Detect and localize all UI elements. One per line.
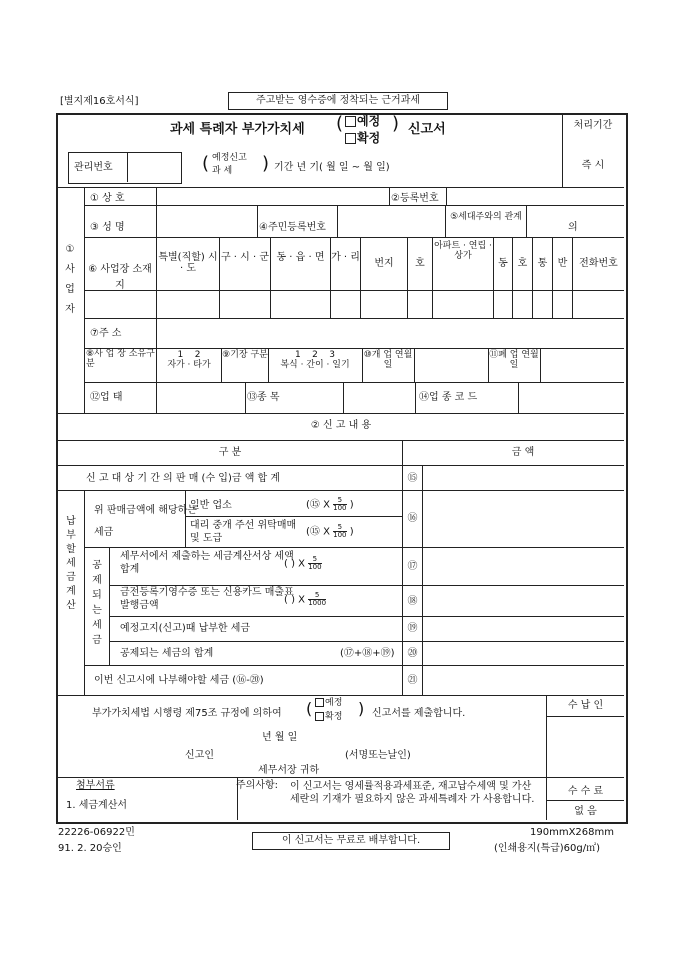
addr-col-dong: 동 <box>498 258 508 269</box>
addressee: 세무서장 귀하 <box>258 765 320 776</box>
period-text: 기간 년 기( 월 일 ~ 월 일) <box>274 162 390 173</box>
reg-number-label: ②등록번호 <box>391 193 439 204</box>
ded3-num: ⑲ <box>407 623 418 634</box>
header-note: 주고받는 영수증에 정착되는 근거과세 <box>255 95 421 106</box>
addr-col-unit: 호 <box>517 258 528 269</box>
paren-close: ) <box>392 113 400 134</box>
deduct-side-label: 공 제 되 는 세 금 <box>92 560 102 646</box>
decl-paren-open: ( <box>306 699 313 718</box>
final-amount[interactable] <box>424 668 620 692</box>
sales-total-label: 신 고 대 상 기 간 의 판 매 (수 입)금 액 합 계 <box>86 473 281 484</box>
biz-item-field[interactable] <box>345 385 413 411</box>
title-option-1[interactable]: 예정 <box>345 115 380 128</box>
relation-suffix: 의 <box>568 222 578 233</box>
tax-amount[interactable] <box>424 493 620 545</box>
relation-label: ⑤세대주와의 관계 <box>450 212 522 222</box>
declaration-post: 신고서를 제출합니다. <box>372 708 466 719</box>
final-num: ㉑ <box>407 675 418 686</box>
col-category: 구 분 <box>218 447 242 458</box>
close-date-field[interactable] <box>542 351 620 379</box>
footer-size: 190mmX268mm <box>530 827 614 838</box>
ded2-amount[interactable] <box>424 588 620 614</box>
sales-total-num: ⑮ <box>407 473 418 484</box>
sales-total-amount[interactable] <box>424 468 620 488</box>
period-paren-open: ( <box>202 153 210 174</box>
header-note-box <box>228 92 448 110</box>
ded2-formula: ( ) X $\frac{5}{1000}$ <box>284 591 327 607</box>
footer-free-box <box>252 832 450 850</box>
ownership-label: ⑧사 업 장 소유구분 <box>86 349 155 369</box>
biz-item-label: ⑬종 목 <box>247 392 280 403</box>
biz-type-label: ⑫업 태 <box>90 392 123 403</box>
report-section-title: ② 신 고 내 용 <box>310 420 372 431</box>
pay-side-label: 납 부 할 세 금 계 산 <box>66 516 76 611</box>
col-amount: 금 액 <box>511 447 535 458</box>
tax-a-formula: (⑮ X $\frac{5}{100}$ ) <box>306 496 354 512</box>
ded4-formula: (⑰+⑱+⑲) <box>340 648 395 659</box>
ded1-label: 세무서에서 제출하는 세금계산서상 세액합계 <box>120 551 294 575</box>
tax-b-label: 대리 중개 주선 위탁매매 및 도급 <box>190 520 297 544</box>
attach-title: 첨부서류 <box>76 780 115 791</box>
form-title: 과세 특례자 부가가치세 <box>170 122 305 137</box>
ded1-formula: ( ) X $\frac{5}{100}$ <box>284 555 322 571</box>
rrn-label: ④주민등록번호 <box>259 222 326 233</box>
bookkeeping-options[interactable]: 1 2 3 복식 · 간이 · 일기 <box>280 350 350 370</box>
ded1-num: ⑰ <box>407 561 418 572</box>
business-side-label: ① 사 업 자 <box>65 244 75 315</box>
tax-a-label: 일반 업소 <box>190 500 232 511</box>
ded3-label: 예정고지(신고)때 납부한 세금 <box>120 623 251 634</box>
ded2-num: ⑱ <box>407 596 418 607</box>
home-address-field[interactable] <box>158 321 620 346</box>
footer-approval: 91. 2. 20승인 <box>58 843 122 854</box>
ownership-options[interactable]: 1 2 자가 · 타가 <box>167 350 211 370</box>
tax-b-formula: (⑮ X $\frac{5}{100}$ ) <box>306 523 354 539</box>
open-date-field[interactable] <box>416 351 486 379</box>
reg-number-field[interactable] <box>448 190 620 203</box>
close-date-label: ⑪폐 업 연월일 <box>489 350 539 370</box>
addr-col-phone: 전화번호 <box>579 258 618 269</box>
period-paren-close: ) <box>262 153 270 174</box>
processing-value: 즉 시 <box>581 160 605 171</box>
addr-col-district: 구 · 시 · 군 <box>220 252 270 263</box>
stamp-label: 수 납 인 <box>567 700 604 711</box>
signature-label: (서명또는날인) <box>345 750 411 761</box>
footer-paper: (인쇄용지(특급)60g/㎡) <box>494 843 601 854</box>
addr-col-ban: 반 <box>557 258 568 269</box>
paren-open: ( <box>336 113 344 134</box>
trade-name-field[interactable] <box>158 190 386 203</box>
decl-option-1[interactable]: 예정 <box>315 698 342 709</box>
declaration-date: 년 월 일 <box>262 732 298 743</box>
tax-num: ⑯ <box>407 513 418 524</box>
reporter-label: 신고인 <box>185 750 214 761</box>
addr-col-village: 가 · 리 <box>331 252 360 263</box>
biz-type-field[interactable] <box>158 385 243 411</box>
biz-code-field[interactable] <box>520 385 620 411</box>
fee-value: 없 음 <box>574 806 597 817</box>
owner-name-field[interactable] <box>158 208 254 234</box>
biz-code-label: ⑭업 종 코 드 <box>419 392 478 403</box>
form-number: [별지제16호서식] <box>60 96 139 107</box>
caution-text: 이 신고서는 영세률적용과세표준, 재고납수세액 및 가산세란의 기재가 필요하지 않은 과세특례자 가 사용합니다. <box>290 781 535 805</box>
period-option-1: 예정신고 <box>212 153 247 163</box>
addr-col-tong: 통 <box>537 258 548 269</box>
footer-code: 22226-06922민 <box>58 827 135 838</box>
rrn-field[interactable] <box>339 208 443 234</box>
address-label: ⑥ 사업장 소재지 <box>88 264 152 291</box>
ded4-label: 공제되는 세금의 합계 <box>120 648 214 659</box>
attach-item: 1. 세금계산서 <box>66 800 128 811</box>
final-label: 이번 신고시에 나부해야할 세금 (⑯-⑳) <box>94 675 264 686</box>
addr-col-town: 동 · 읍 · 면 <box>276 252 325 263</box>
processing-label: 처리기간 <box>573 120 613 131</box>
bookkeeping-label: ⑨기장 구분 <box>222 350 268 360</box>
period-option-2: 과 세 <box>212 166 233 176</box>
relation-field[interactable] <box>528 208 566 234</box>
footer-free: 이 신고서는 무료로 배부합니다. <box>281 835 421 846</box>
decl-option-2[interactable]: 확정 <box>315 712 342 723</box>
tax-group-label: 위 판매금액에 해당하는 세금 <box>94 505 197 538</box>
caution-label: 주의사항: <box>236 780 279 791</box>
declaration-pre: 부가가치세법 시행령 제75조 규정에 의하여 <box>92 708 282 719</box>
decl-paren-close: ) <box>358 699 365 718</box>
trade-name-label: ① 상 호 <box>90 193 125 204</box>
title-suffix: 신고서 <box>408 122 446 137</box>
reporter-field[interactable] <box>225 746 335 762</box>
mgmt-label: 관리번호 <box>74 162 113 173</box>
title-option-2[interactable]: 확정 <box>345 132 380 145</box>
ded1-amount[interactable] <box>424 550 620 582</box>
fee-label: 수 수 료 <box>567 786 604 797</box>
ded4-amount[interactable] <box>424 644 620 664</box>
ded2-label: 금전등록기영수증 또는 신용카드 매출표 발행금액 <box>120 587 294 611</box>
ded3-amount[interactable] <box>424 619 620 639</box>
ded4-num: ⑳ <box>407 648 418 659</box>
home-address-label: ⑦주 소 <box>90 328 122 339</box>
addr-col-lot: 번지 <box>374 258 394 269</box>
open-date-label: ⑩개 업 연월일 <box>363 350 413 370</box>
addr-col-ho: 호 <box>415 258 425 269</box>
addr-col-city: 특별(직할) 시 · 도 <box>158 252 218 274</box>
stamp-area <box>548 718 622 772</box>
owner-name-label: ③ 성 명 <box>90 222 125 233</box>
addr-col-apartment: 아파트 · 연립 · 상가 <box>434 241 492 261</box>
